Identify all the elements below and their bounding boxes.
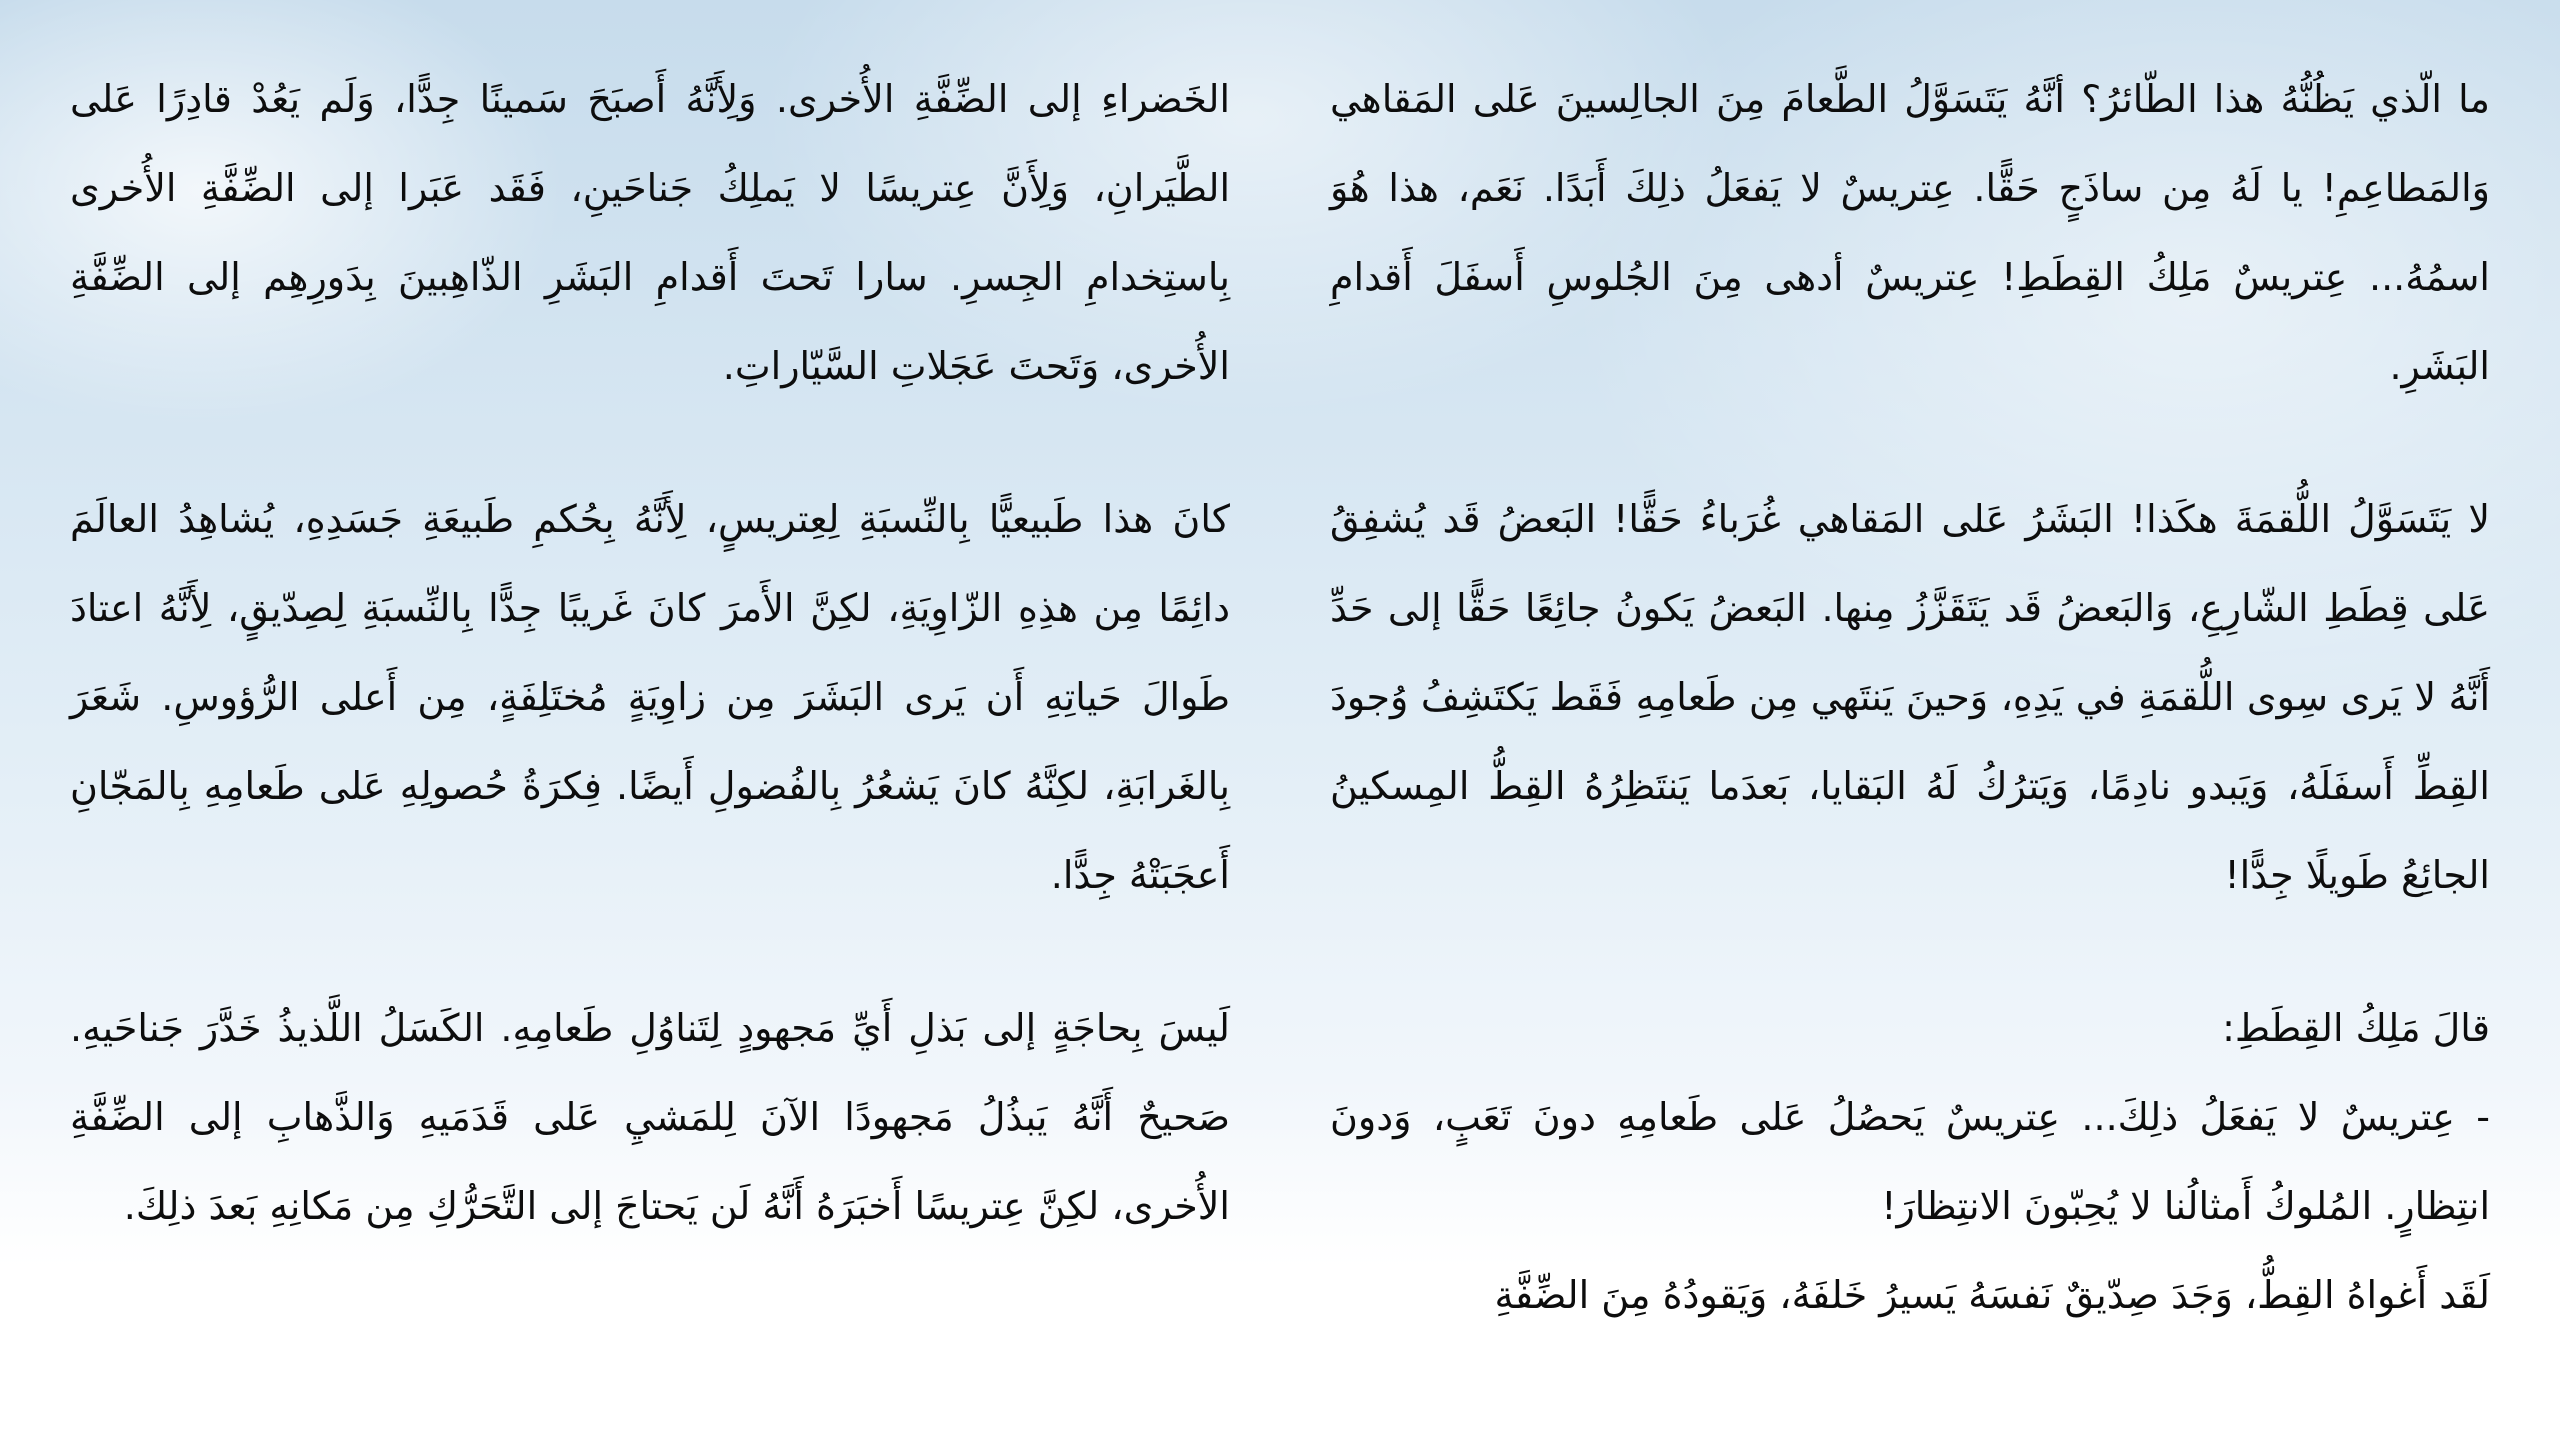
paragraph: لَقَد أَغواهُ القِطُّ، وَجَدَ صِدّيقٌ نَفسَهُ يَسيرُ خَلفَهُ، وَيَقودُهُ مِنَ الضِّفَّةِ <box>1494 1273 2490 1317</box>
dialogue-heading: قالَ مَلِكُ القِطَطِ: <box>2222 1006 2490 1050</box>
paragraph: كانَ هذا طَبيعيًّا بِالنِّسبَةِ لِعِتريسٍ، لِأَنَّهُ بِحُكمِ طَبيعَةِ جَسَدِهِ، يُشاهِدُ العالَمَ دائِمًا مِن هذِهِ الزّاوِيَةِ، لكِنَّ الأَمرَ كانَ غَريبًا جِدًّا بِالنِّسبَةِ لِصِدّيقٍ، لِأَنَّهُ اعتادَ طَوالَ حَياتِهِ أَن يَرى البَشَرَ مِن زاوِيَةٍ مُختَلِفَةٍ، مِن أَعلى الرُّؤوسِ. شَعَرَ بِالغَرابَةِ، لكِنَّهُ كانَ يَشعُرُ بِالفُضولِ أَيضًا. فِكرَةُ حُصولِهِ عَلى طَعامِهِ بِالمَجّانِ أَعجَبَتْهُ جِدًّا. <box>70 497 1230 897</box>
paragraph: ما الّذي يَظُنُّهُ هذا الطّائرُ؟ أنَّهُ يَتَسَوَّلُ الطَّعامَ مِنَ الجالِسينَ عَلى المَقاهي وَالمَطاعِمِ! يا لَهُ مِن ساذَجٍ حَقًّا. عِتريسٌ لا يَفعَلُ ذلِكَ أَبَدًا. نَعَم، هذا هُوَ اسمُهُ... عِتريسٌ مَلِكُ القِطَطِ! عِتريسٌ أدهى مِنَ الجُلوسِ أَسفَلَ أَقدامِ البَشَرِ. <box>1330 77 2490 388</box>
paragraph: لَيسَ بِحاجَةٍ إلى بَذلِ أَيِّ مَجهودٍ لِتَناوُلِ طَعامِهِ. الكَسَلُ اللَّذيذُ خَدَّرَ جَناحَيهِ. صَحيحٌ أَنَّهُ يَبذُلُ مَجهودًا الآنَ لِلمَشيِ عَلى قَدَمَيهِ وَالذَّهابِ إلى الضِّفَّةِ الأُخرى، لكِنَّ عِتريسًا أَخبَرَهُ أَنَّهُ لَن يَحتاجَ إلى التَّحَرُّكِ مِن مَكانِهِ بَعدَ ذلِكَ. <box>70 1006 1230 1228</box>
paragraph: الخَضراءِ إلى الضِّفَّةِ الأُخرى. وَلِأَنَّهُ أَصبَحَ سَمينًا جِدًّا، وَلَم يَعُدْ قادِرًا عَلى الطَّيَرانِ، وَلِأَنَّ عِتريسًا لا يَملِكُ جَناحَينِ، فَقَد عَبَرا إلى الضِّفَّةِ الأُخرى بِاستِخدامِ الجِسرِ. سارا تَحتَ أَقدامِ البَشَرِ الذّاهِبينَ بِدَورِهِم إلى الضِّفَّةِ الأُخرى، وَتَحتَ عَجَلاتِ السَّيّاراتِ. <box>70 77 1230 388</box>
right-column <box>1330 55 2490 1340</box>
left-column <box>70 55 1230 1251</box>
dialogue-line: - عِتريسٌ لا يَفعَلُ ذلِكَ... عِتريسٌ يَحصُلُ عَلى طَعامِهِ دونَ تَعَبٍ، وَدونَ انتِظارٍ. المُلوكُ أَمثالُنا لا يُحِبّونَ الانتِظارَ! <box>1330 1095 2490 1228</box>
paragraph: لا يَتَسَوَّلُ اللُّقمَةَ هكَذا! البَشَرُ عَلى المَقاهي غُرَباءُ حَقًّا! البَعضُ قَد يُشفِقُ عَلى قِطَطِ الشّارِعِ، وَالبَعضُ قَد يَتَقَزَّزُ مِنها. البَعضُ يَكونُ جائِعًا حَقًّا إلى حَدِّ أَنَّهُ لا يَرى سِوى اللُّقمَةِ في يَدِهِ، وَحينَ يَنتَهي مِن طَعامِهِ فَقَط يَكتَشِفُ وُجودَ القِطِّ أَسفَلَهُ، وَيَبدو نادِمًا، وَيَترُكُ لَهُ البَقايا، بَعدَما يَنتَظِرُهُ القِطُّ المِسكينُ الجائِعُ طَويلًا جِدًّا! <box>1330 497 2490 897</box>
